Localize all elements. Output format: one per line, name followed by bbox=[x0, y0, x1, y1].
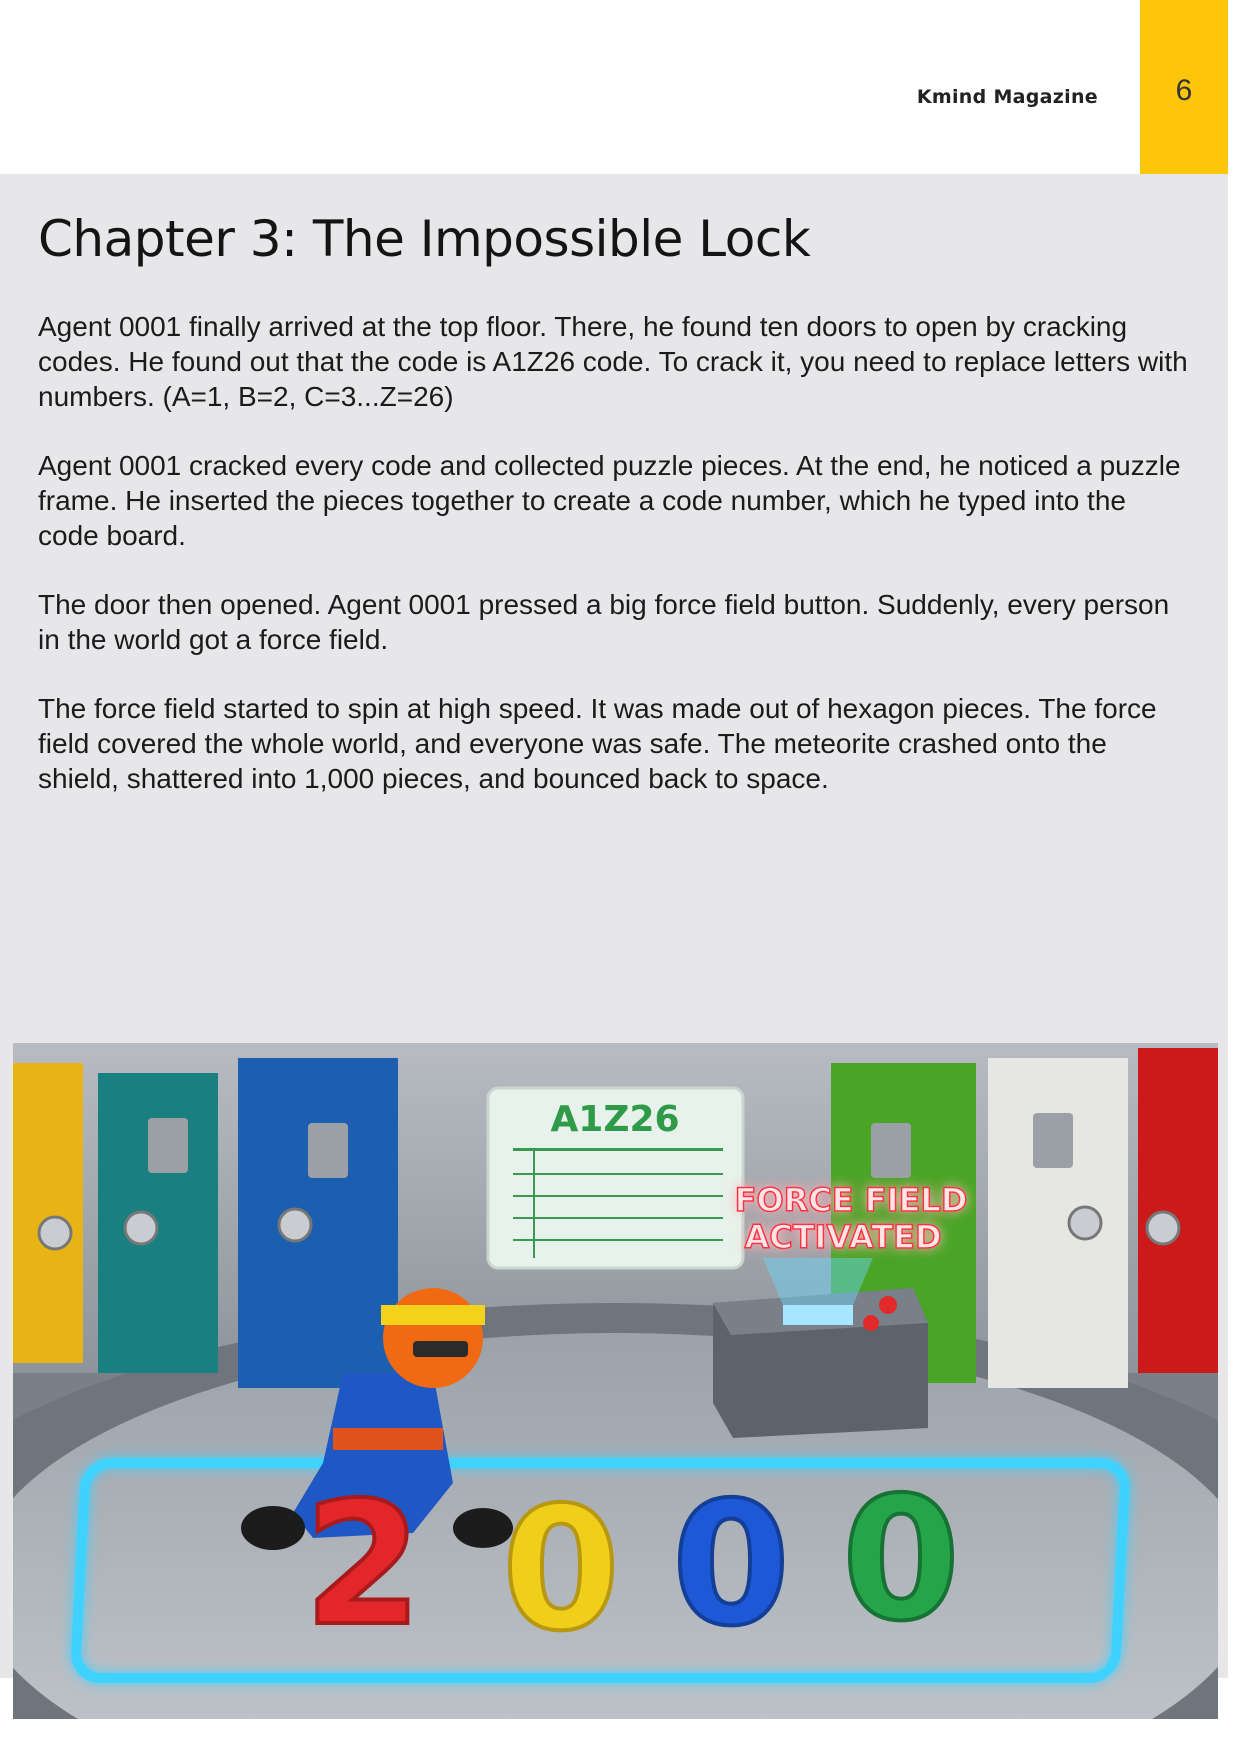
door-knob-icon bbox=[39, 1217, 71, 1249]
agent-headband bbox=[381, 1305, 485, 1325]
article-body bbox=[38, 309, 1188, 830]
magazine-name: Kmind Magazine bbox=[916, 86, 1098, 108]
door-knob-icon bbox=[125, 1212, 157, 1244]
door-knob-icon bbox=[1069, 1207, 1101, 1239]
red-button-icon bbox=[879, 1296, 897, 1314]
door-red bbox=[1138, 1048, 1218, 1373]
puzzle-piece-blue: 0 bbox=[671, 1466, 791, 1664]
force-field-sign bbox=[735, 1181, 968, 1256]
red-button-icon bbox=[863, 1315, 879, 1331]
door-yellow bbox=[13, 1063, 83, 1363]
agent-belt bbox=[333, 1428, 443, 1450]
door-blue bbox=[238, 1058, 398, 1388]
agent-eyes bbox=[413, 1341, 468, 1357]
chapter-title: Chapter 3: The Impossible Lock bbox=[38, 210, 811, 268]
page-header bbox=[0, 0, 1242, 174]
keypad-icon bbox=[1033, 1113, 1073, 1168]
agent-head bbox=[383, 1288, 483, 1388]
page-number-tab bbox=[1140, 0, 1228, 174]
page-number: 6 bbox=[1175, 74, 1193, 107]
paragraph-2: Agent 0001 cracked every code and collected puzzle pieces. At the end, he noticed a puzzle frame. He inserted the pieces together to create a code number, which he typed into the code board. bbox=[38, 450, 1181, 551]
puzzle-piece-yellow: 0 bbox=[501, 1471, 621, 1669]
door-knob-icon bbox=[279, 1209, 311, 1241]
door-knob-icon bbox=[1147, 1212, 1179, 1244]
screen-title: A1Z26 bbox=[550, 1099, 680, 1140]
code-screen bbox=[488, 1088, 743, 1268]
puzzle-piece-green: 0 bbox=[841, 1461, 961, 1659]
puzzle-piece-red: 2 bbox=[303, 1466, 423, 1664]
illustration-svg bbox=[13, 1043, 1218, 1719]
paragraph-4: The force field started to spin at high speed. It was made out of hexagon pieces. The force field covered the whole world, and everyone was safe. The meteorite crashed onto the shield, shattered into 1,000 pieces, and bounced back to space. bbox=[38, 693, 1157, 794]
sign-line-2: ACTIVATED bbox=[744, 1218, 942, 1256]
keypad-icon bbox=[308, 1123, 348, 1178]
console-screen bbox=[783, 1305, 853, 1325]
paragraph-1: Agent 0001 finally arrived at the top floor. There, he found ten doors to open by cracking codes. He found out that the code is A1Z26 code. To crack it, you need to replace letters with numbers. (A=1, B=2, C=3...Z=26) bbox=[38, 311, 1188, 412]
door-white bbox=[988, 1058, 1128, 1388]
paragraph-3: The door then opened. Agent 0001 pressed a big force field button. Suddenly, every person in the world got a force field. bbox=[38, 589, 1170, 655]
keypad-icon bbox=[148, 1118, 188, 1173]
keypad-icon bbox=[871, 1123, 911, 1178]
sign-line-1: FORCE FIELD bbox=[734, 1181, 968, 1219]
story-illustration bbox=[13, 1043, 1218, 1719]
agent-boot bbox=[241, 1506, 305, 1550]
article-panel bbox=[0, 174, 1228, 1678]
